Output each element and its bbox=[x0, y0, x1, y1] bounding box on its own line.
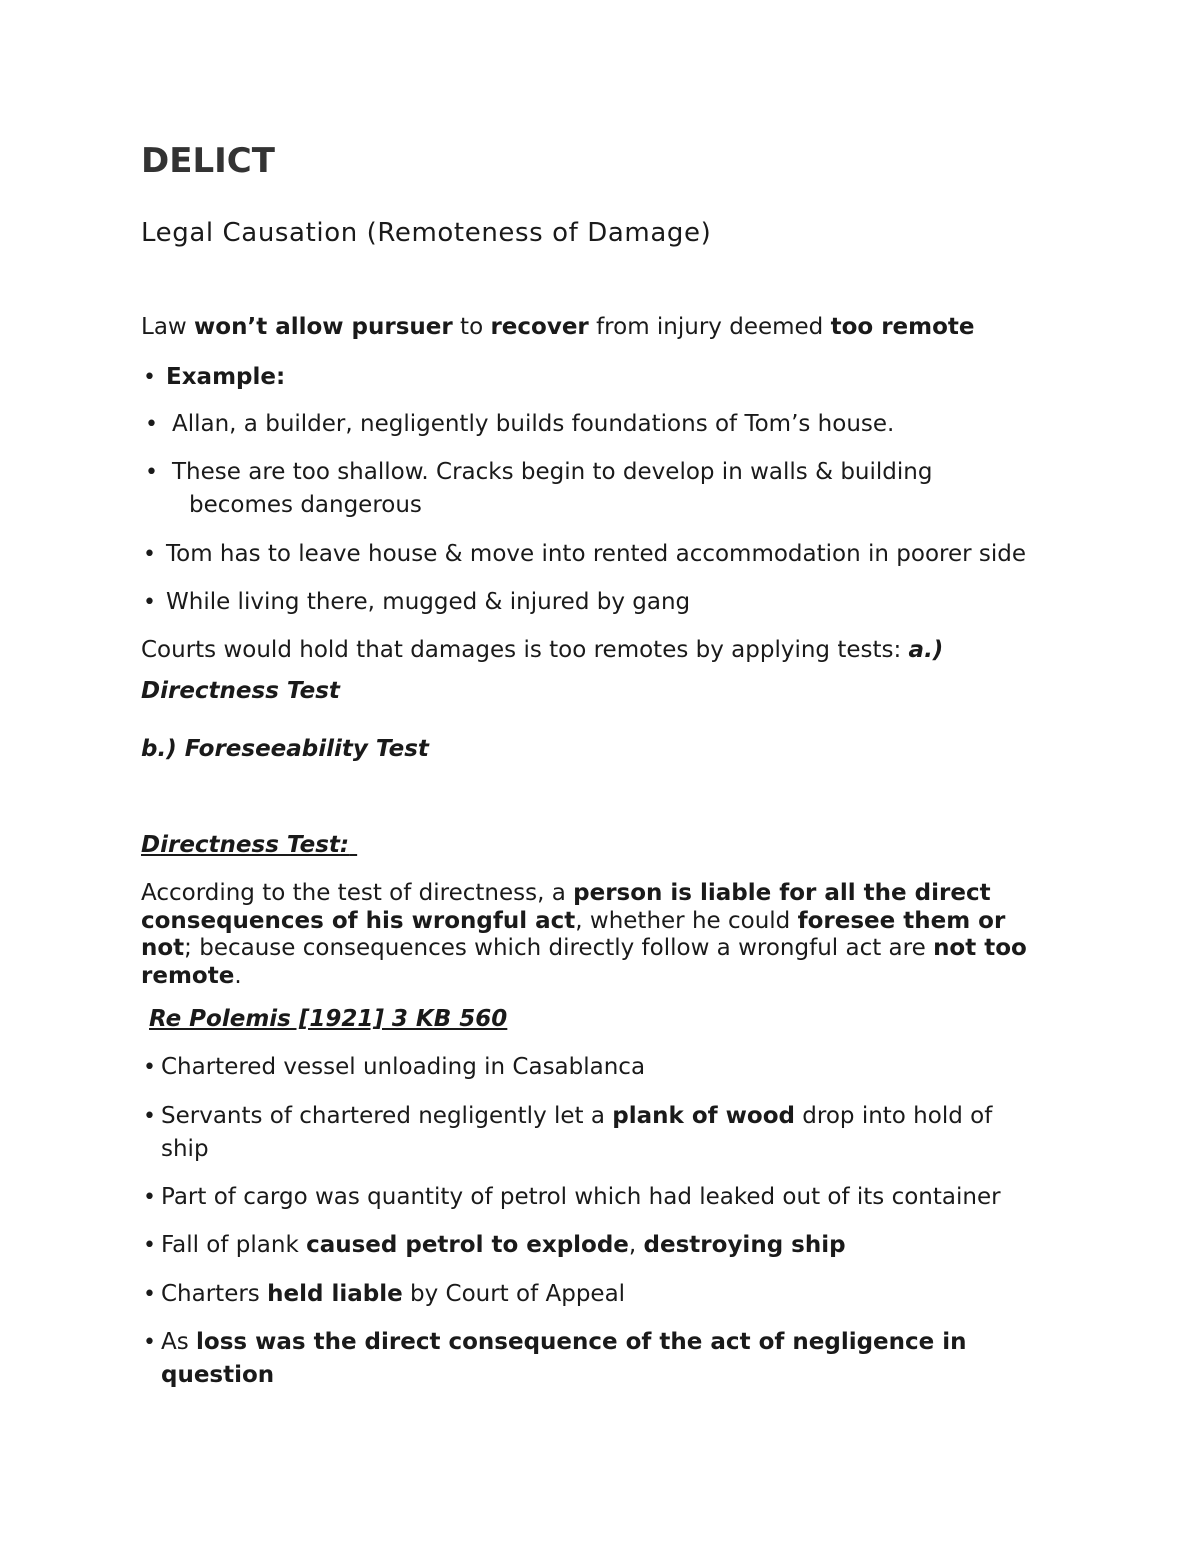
bullet-icon: • bbox=[143, 590, 156, 615]
bullet-icon: • bbox=[143, 365, 156, 390]
directness-heading: Directness Test: bbox=[141, 832, 350, 858]
list-item: Allan, a builder, negligently builds foundations of Tom’s house. bbox=[172, 411, 895, 437]
list-item-continuation: question bbox=[161, 1362, 275, 1388]
list-item-continuation: ship bbox=[161, 1136, 209, 1162]
courts-line: Courts would hold that damages is too remotes by applying tests: a.) bbox=[141, 637, 944, 663]
list-item-continuation: becomes dangerous bbox=[189, 492, 422, 518]
bullet-icon: • bbox=[143, 1330, 156, 1355]
list-item: Servants of chartered negligently let a plank of wood drop into hold of bbox=[161, 1103, 993, 1129]
list-item: Chartered vessel unloading in Casablanca bbox=[161, 1054, 646, 1080]
section-subtitle: Legal Causation (Remoteness of Damage) bbox=[141, 218, 712, 248]
bullet-icon: • bbox=[143, 542, 156, 567]
directness-paragraph-line: consequences of his wrongful act, whether he could foresee them or bbox=[141, 908, 1006, 934]
bullet-icon: • bbox=[145, 460, 158, 485]
bullet-icon: • bbox=[145, 412, 158, 437]
document-title: DELICT bbox=[141, 141, 275, 181]
bullet-icon: • bbox=[143, 1185, 156, 1210]
list-item: Tom has to leave house & move into rented accommodation in poorer side bbox=[166, 541, 1027, 567]
directness-paragraph-line: remote. bbox=[141, 963, 242, 989]
intro-line: Law won’t allow pursuer to recover from injury deemed too remote bbox=[141, 314, 975, 340]
bullet-icon: • bbox=[143, 1233, 156, 1258]
list-item: While living there, mugged & injured by gang bbox=[166, 589, 691, 615]
test-b-label: b.) Foreseeability Test bbox=[141, 736, 429, 762]
list-item: These are too shallow. Cracks begin to develop in walls & building bbox=[172, 459, 933, 485]
bullet-icon: • bbox=[143, 1104, 156, 1129]
bullet-icon: • bbox=[143, 1282, 156, 1307]
case-heading: Re Polemis [1921] 3 KB 560 bbox=[149, 1006, 508, 1032]
list-item: Part of cargo was quantity of petrol which had leaked out of its container bbox=[161, 1184, 1001, 1210]
example-label: Example: bbox=[166, 364, 286, 390]
directness-paragraph-line: not; because consequences which directly follow a wrongful act are not too bbox=[141, 935, 1027, 961]
list-item: As loss was the direct consequence of the act of negligence in bbox=[161, 1329, 967, 1355]
list-item: Fall of plank caused petrol to explode, destroying ship bbox=[161, 1232, 846, 1258]
test-a-label: Directness Test bbox=[141, 678, 340, 704]
directness-paragraph-line: According to the test of directness, a person is liable for all the direct bbox=[141, 880, 991, 906]
bullet-icon: • bbox=[143, 1055, 156, 1080]
list-item: Charters held liable by Court of Appeal bbox=[161, 1281, 626, 1307]
